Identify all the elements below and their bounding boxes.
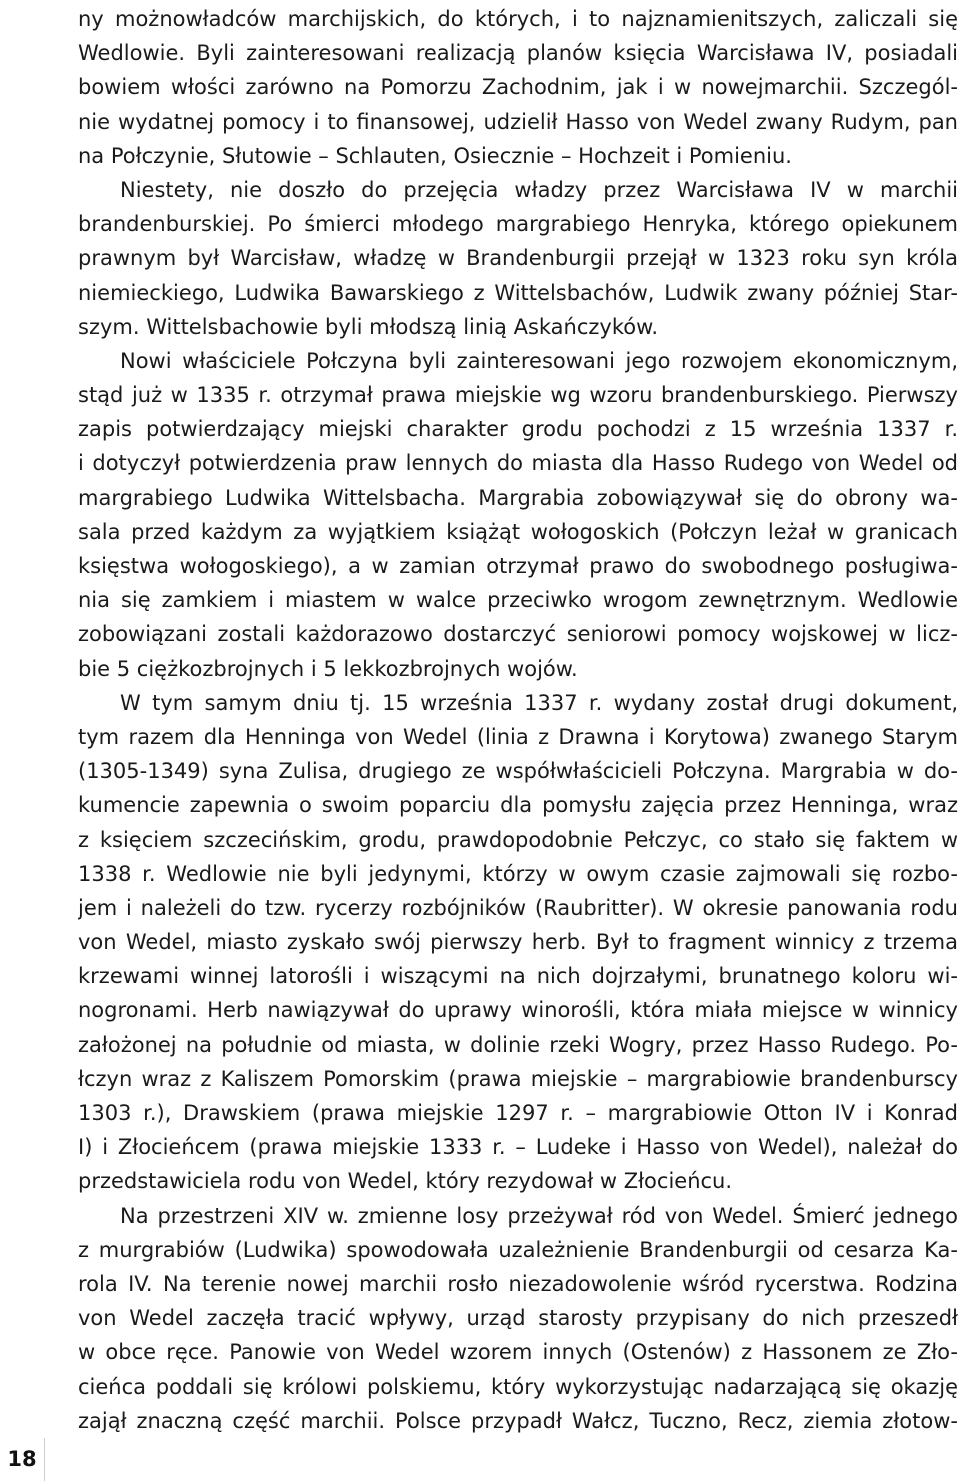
text-line: z księciem szczecińskim, grodu, prawdopodobnie Pełczyc, co stało się faktem w	[78, 827, 958, 852]
text-line: zobowiązani zostali każdorazowo dostarczyć seniorowi pomocy wojskowej w licz-	[78, 622, 958, 647]
text-line: w obce ręce. Panowie von Wedel wzorem innych (Ostenów) z Hassonem ze Zło-	[78, 1340, 958, 1365]
text-line: przedstawiciela rodu von Wedel, który rezydował w Złocieńcu.	[78, 1169, 733, 1194]
text-line: bowiem włości zarówno na Pomorzu Zachodnim, jak i w nowejmarchii. Szczegól-	[78, 75, 958, 100]
text-line: nogronami. Herb nawiązywał do uprawy winorośli, która miała miejsce w winnicy	[78, 998, 958, 1023]
text-line: W tym samym dniu tj. 15 września 1337 r. wydany został drugi dokument,	[120, 690, 958, 715]
text-line: kumencie zapewnia o swoim poparciu dla pomysłu zajęcia przez Henninga, wraz	[78, 793, 958, 818]
text-line: Wedlowie. Byli zainteresowani realizacją planów księcia Warcisława IV, posiadali	[78, 41, 958, 66]
text-line: szym. Wittelsbachowie byli młodszą linią Askańczyków.	[78, 314, 659, 339]
text-line: Niestety, nie doszło do przejęcia władzy przez Warcisława IV w marchii	[120, 177, 958, 202]
text-line: i dotyczył potwierdzenia praw lennych do miasta dla Hasso Rudego von Wedel od	[78, 451, 958, 476]
text-line: I) i Złocieńcem (prawa miejskie 1333 r. – Ludeke i Hasso von Wedel), należał do	[78, 1135, 958, 1160]
text-line: jem i należeli do tzw. rycerzy rozbójników (Raubritter). W okresie panowania rodu	[78, 895, 958, 920]
text-line: stąd już w 1335 r. otrzymał prawa miejskie wg wzoru brandenburskiego. Pierwszy	[78, 383, 958, 408]
text-line: (1305-1349) syna Zulisa, drugiego ze współwłaścicieli Połczyna. Margrabia w do-	[78, 759, 958, 784]
text-line: 1338 r. Wedlowie nie byli jedynymi, którzy w owym czasie zajmowali się rozbo-	[78, 861, 958, 886]
text-line: brandenburskiej. Po śmierci młodego margrabiego Henryka, którego opiekunem	[78, 212, 958, 237]
text-line: von Wedel, miasto zyskało swój pierwszy herb. Był to fragment winnicy z trzema	[78, 930, 958, 955]
text-line: z murgrabiów (Ludwika) spowodowała uzależnienie Brandenburgii od cesarza Ka-	[78, 1237, 958, 1262]
text-line: sala przed każdym za wyjątkiem książąt wołogoskich (Połczyn leżał w granicach	[78, 519, 958, 544]
text-line: von Wedel zaczęła tracić wpływy, urząd starosty przypisany do nich przeszedł	[78, 1306, 958, 1331]
text-line: księstwa wołogoskiego), a w zamian otrzymał prawo do swobodnego posługiwa-	[78, 554, 958, 578]
text-line: 1303 r.), Drawskiem (prawa miejskie 1297 r. – margrabiowie Otton IV i Konrad	[78, 1101, 958, 1125]
text-line: nie wydatnej pomocy i to finansowej, udzielił Hasso von Wedel zwany Rudym, pan	[78, 109, 958, 134]
text-line: nia się zamkiem i miastem w walce przeciwko wrogom zewnętrznym. Wedlowie	[78, 588, 958, 613]
text-line: niemieckiego, Ludwika Bawarskiego z Wittelsbachów, Ludwik zwany później Star-	[78, 280, 958, 305]
text-line: zajął znaczną część marchii. Polsce przypadł Wałcz, Tuczno, Recz, ziemia złotow-	[78, 1408, 958, 1433]
text-line: bie 5 ciężkozbrojnych i 5 lekkozbrojnych wojów.	[78, 656, 578, 681]
text-line: prawnym był Warcisław, władzę w Brandenburgii przejął w 1323 roku syn króla	[78, 246, 958, 271]
text-line: krzewami winnej latorośli i wiszącymi na nich dojrzałymi, brunatnego koloru wi-	[78, 964, 958, 989]
page-number: 18	[7, 1447, 37, 1471]
text-line: założonej na południe od miasta, w dolinie rzeki Wogry, przez Hasso Rudego. Po-	[78, 1032, 958, 1057]
page-number-divider	[44, 1438, 45, 1481]
text-line: Na przestrzeni XIV w. zmienne losy przeżywał ród von Wedel. Śmierć jednego	[120, 1203, 958, 1228]
text-line: zapis potwierdzający miejski charakter grodu pochodzi z 15 września 1337 r.	[78, 417, 958, 442]
text-line: cieńca poddali się królowi polskiemu, który wykorzystując nadarzającą się okazję	[78, 1374, 958, 1399]
body-text	[78, 2, 958, 1438]
text-line: rola IV. Na terenie nowej marchii rosło niezadowolenie wśród rycerstwa. Rodzina	[78, 1271, 958, 1296]
text-line: tym razem dla Henninga von Wedel (linia z Drawna i Korytowa) zwanego Starym	[78, 724, 958, 749]
text-line: margrabiego Ludwika Wittelsbacha. Margrabia zobowiązywał się do obrony wa-	[78, 485, 958, 510]
text-line: na Połczynie, Słutowie – Schlauten, Osiecznie – Hochzeit i Pomieniu.	[78, 143, 792, 168]
text-line: Nowi właściciele Połczyna byli zainteresowani jego rozwojem ekonomicznym,	[120, 348, 958, 373]
text-line: łczyn wraz z Kaliszem Pomorskim (prawa miejskie – margrabiowie brandenburscy	[78, 1066, 958, 1091]
text-line: ny możnowładców marchijskich, do których, i to najznamienitszych, zaliczali się	[78, 7, 958, 31]
